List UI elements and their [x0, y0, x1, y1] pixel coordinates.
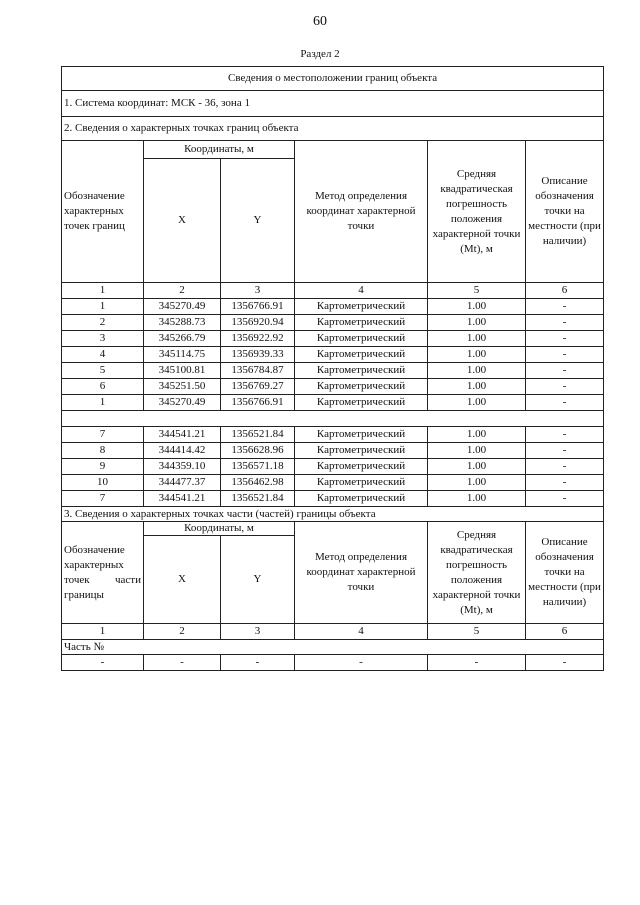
- description-cell: -: [526, 363, 604, 379]
- header-x: X: [144, 159, 221, 283]
- column-numbers-row: [62, 283, 604, 299]
- column-numbers-row-2: [62, 624, 604, 640]
- accuracy-cell: 1.00: [428, 395, 526, 411]
- table-row: [62, 347, 604, 363]
- empty-cell: -: [295, 655, 428, 671]
- empty-cell: -: [62, 655, 144, 671]
- accuracy-cell: 1.00: [428, 331, 526, 347]
- point-number: 8: [62, 443, 144, 459]
- description-cell: -: [526, 379, 604, 395]
- method-cell: Картометрический: [295, 363, 428, 379]
- column-number: 1: [62, 624, 144, 640]
- header-y-2: Y: [221, 536, 295, 624]
- table-row: [62, 427, 604, 443]
- description-cell: -: [526, 315, 604, 331]
- header-coordinates: Координаты, м: [144, 141, 295, 159]
- point-number: 1: [62, 395, 144, 411]
- empty-cell: -: [526, 655, 604, 671]
- point-number: 1: [62, 299, 144, 315]
- method-cell: Картометрический: [295, 459, 428, 475]
- header-method: Метод определения координат характерной точки: [295, 141, 428, 283]
- header-coordinates-2: Координаты, м: [144, 522, 295, 536]
- x-coordinate: 345266.79: [144, 331, 221, 347]
- section2-heading: 2. Сведения о характерных точках границ объекта: [62, 117, 604, 141]
- column-number: 4: [295, 624, 428, 640]
- table-row: [62, 331, 604, 347]
- y-coordinate: 1356521.84: [221, 427, 295, 443]
- method-cell: Картометрический: [295, 379, 428, 395]
- point-number: 4: [62, 347, 144, 363]
- accuracy-cell: 1.00: [428, 491, 526, 507]
- section-title: Раздел 2: [300, 48, 340, 60]
- table-row: [62, 475, 604, 491]
- x-coordinate: 345114.75: [144, 347, 221, 363]
- method-cell: Картометрический: [295, 299, 428, 315]
- column-number: 3: [221, 624, 295, 640]
- accuracy-cell: 1.00: [428, 299, 526, 315]
- point-number: 6: [62, 379, 144, 395]
- accuracy-cell: 1.00: [428, 427, 526, 443]
- header-description: Описание обозначения точки на местности (при наличии): [526, 141, 604, 283]
- point-number: 5: [62, 363, 144, 379]
- y-coordinate: 1356784.87: [221, 363, 295, 379]
- header-point-designation-part: Обозначение характерных точек части границы: [62, 522, 144, 624]
- method-cell: Картометрический: [295, 331, 428, 347]
- y-coordinate: 1356922.92: [221, 331, 295, 347]
- method-cell: Картометрический: [295, 491, 428, 507]
- description-cell: -: [526, 427, 604, 443]
- y-coordinate: 1356628.96: [221, 443, 295, 459]
- x-coordinate: 345288.73: [144, 315, 221, 331]
- method-cell: Картометрический: [295, 475, 428, 491]
- y-coordinate: 1356521.84: [221, 491, 295, 507]
- y-coordinate: 1356769.27: [221, 379, 295, 395]
- description-cell: -: [526, 299, 604, 315]
- description-cell: -: [526, 347, 604, 363]
- description-cell: -: [526, 459, 604, 475]
- method-cell: Картометрический: [295, 347, 428, 363]
- spacer-row: [62, 411, 604, 427]
- x-coordinate: 345251.50: [144, 379, 221, 395]
- column-number: 5: [428, 283, 526, 299]
- column-number: 3: [221, 283, 295, 299]
- x-coordinate: 344414.42: [144, 443, 221, 459]
- description-cell: -: [526, 491, 604, 507]
- column-number: 2: [144, 283, 221, 299]
- point-number: 3: [62, 331, 144, 347]
- description-cell: -: [526, 331, 604, 347]
- header-x-2: X: [144, 536, 221, 624]
- header-point-designation: Обозначение характерных точек границ: [62, 141, 144, 283]
- x-coordinate: 344541.21: [144, 427, 221, 443]
- point-number: 9: [62, 459, 144, 475]
- column-number: 6: [526, 624, 604, 640]
- y-coordinate: 1356920.94: [221, 315, 295, 331]
- boundary-table: [61, 66, 604, 671]
- page-number: 60: [313, 14, 327, 29]
- method-cell: Картометрический: [295, 395, 428, 411]
- y-coordinate: 1356939.33: [221, 347, 295, 363]
- x-coordinate: 344477.37: [144, 475, 221, 491]
- column-number: 4: [295, 283, 428, 299]
- point-number: 10: [62, 475, 144, 491]
- empty-cell: -: [428, 655, 526, 671]
- column-number: 6: [526, 283, 604, 299]
- column-number: 1: [62, 283, 144, 299]
- column-number: 5: [428, 624, 526, 640]
- table-row: [62, 379, 604, 395]
- method-cell: Картометрический: [295, 315, 428, 331]
- x-coordinate: 345100.81: [144, 363, 221, 379]
- spacer-cell: [62, 411, 604, 427]
- table-row: [62, 395, 604, 411]
- description-cell: -: [526, 443, 604, 459]
- table-title: Сведения о местоположении границ объекта: [62, 67, 604, 91]
- point-number: 7: [62, 427, 144, 443]
- x-coordinate: 345270.49: [144, 395, 221, 411]
- section3-heading: 3. Сведения о характерных точках части (частей) границы объекта: [62, 507, 604, 522]
- description-cell: -: [526, 475, 604, 491]
- empty-row: [62, 655, 604, 671]
- table-row: [62, 459, 604, 475]
- table-row: [62, 363, 604, 379]
- table-row: [62, 491, 604, 507]
- description-cell: -: [526, 395, 604, 411]
- table-row: [62, 299, 604, 315]
- accuracy-cell: 1.00: [428, 347, 526, 363]
- empty-cell: -: [144, 655, 221, 671]
- accuracy-cell: 1.00: [428, 379, 526, 395]
- header-method-2: Метод определения координат характерной точки: [295, 522, 428, 624]
- y-coordinate: 1356571.18: [221, 459, 295, 475]
- y-coordinate: 1356766.91: [221, 299, 295, 315]
- y-coordinate: 1356766.91: [221, 395, 295, 411]
- point-number: 7: [62, 491, 144, 507]
- header-accuracy-2: Средняя квадратическая погрешность положения характерной точки (Mt), м: [428, 522, 526, 624]
- accuracy-cell: 1.00: [428, 475, 526, 491]
- y-coordinate: 1356462.98: [221, 475, 295, 491]
- column-number: 2: [144, 624, 221, 640]
- point-number: 2: [62, 315, 144, 331]
- table-row: [62, 315, 604, 331]
- accuracy-cell: 1.00: [428, 315, 526, 331]
- table-row: [62, 443, 604, 459]
- method-cell: Картометрический: [295, 443, 428, 459]
- method-cell: Картометрический: [295, 427, 428, 443]
- x-coordinate: 344541.21: [144, 491, 221, 507]
- header-y: Y: [221, 159, 295, 283]
- x-coordinate: 345270.49: [144, 299, 221, 315]
- header-description-2: Описание обозначения точки на местности (при наличии): [526, 522, 604, 624]
- accuracy-cell: 1.00: [428, 443, 526, 459]
- accuracy-cell: 1.00: [428, 363, 526, 379]
- accuracy-cell: 1.00: [428, 459, 526, 475]
- empty-cell: -: [221, 655, 295, 671]
- x-coordinate: 344359.10: [144, 459, 221, 475]
- header-accuracy: Средняя квадратическая погрешность положения характерной точки (Mt), м: [428, 141, 526, 283]
- part-label: Часть №: [62, 640, 604, 655]
- coord-system: 1. Система координат: МСК - 36, зона 1: [62, 91, 604, 117]
